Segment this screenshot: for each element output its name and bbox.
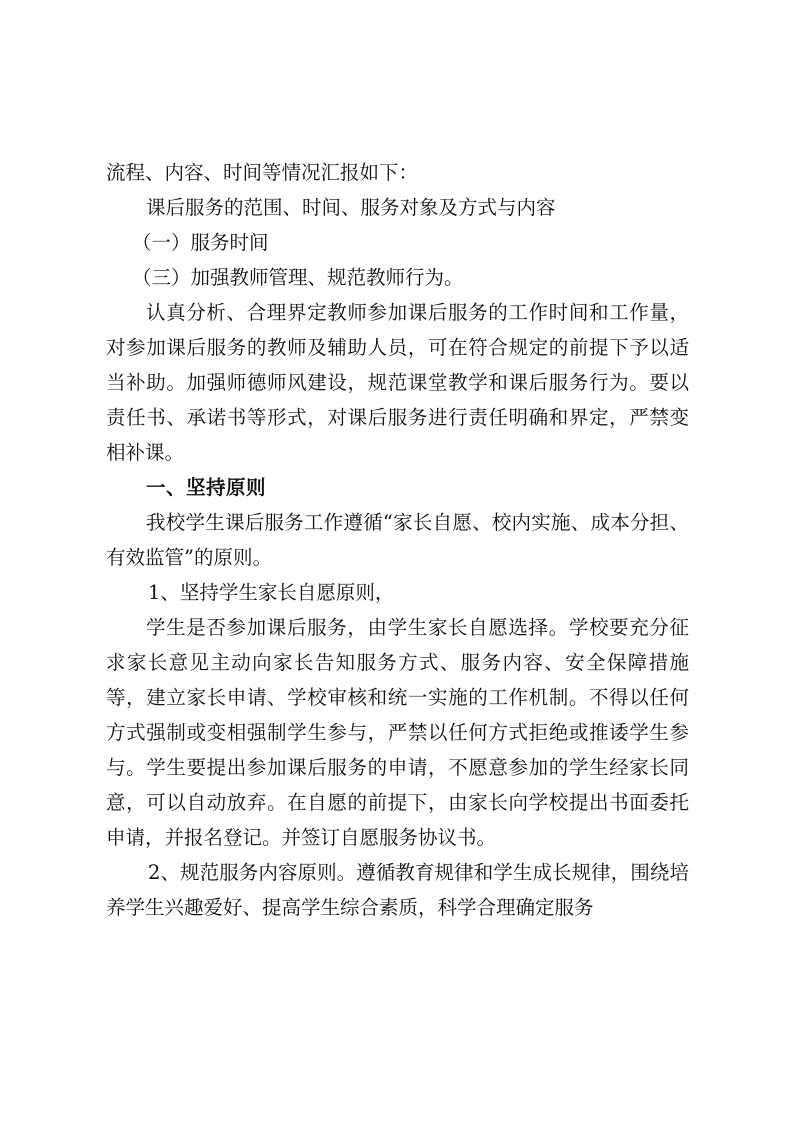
paragraph-report-intro: 流程、内容、时间等情况汇报如下：: [106, 161, 419, 184]
paragraph-principles-intro: 我校学生课后服务工作遵循“家长自愿、校内实施、成本分担、有效监管”的原则。: [106, 511, 689, 569]
paragraph-principle-1-body: 学生是否参加课后服务，由学生家长自愿选择。学校要充分征求家长意见主动向家长告知服务方式、服务内容、安全保障措施等，建立家长申请、学校审核和统一实施的工作机制。不得以任何方式强制或变相强制学生参与，严禁以任何方式拒绝或推诿学生参与。学生要提出参加课后服务的申请，不愿意参加的学生经家长同意，可以自动放弃。在自愿的前提下，由家长向学校提出书面委托申请，并报名登记。并签订自愿服务协议书。: [106, 616, 689, 849]
section-heading-principles: 一、坚持原则: [146, 476, 267, 499]
paragraph-service-time-heading: （一）服务时间: [132, 231, 269, 254]
document-body: [106, 155, 689, 925]
paragraph-principle-2: 2、规范服务内容原则。遵循教育规律和学生成长规律，围绕培养学生兴趣爱好、提高学生综合素质，科学合理确定服务: [106, 861, 689, 919]
paragraph-teacher-management-body: 认真分析、合理界定教师参加课后服务的工作时间和工作量，对参加课后服务的教师及辅助人员，可在符合规定的前提下予以适当补助。加强师德师风建设，规范课堂教学和课后服务行为。要以责任书、承诺书等形式，对课后服务进行责任明确和界定，严禁变相补课。: [106, 301, 689, 464]
paragraph-principle-1-heading: 1、坚持学生家长自愿原则，: [148, 581, 395, 604]
paragraph-service-scope-heading: 课后服务的范围、时间、服务对象及方式与内容: [146, 196, 556, 219]
paragraph-teacher-management-heading: （三）加强教师管理、规范教师行为。: [132, 266, 464, 289]
